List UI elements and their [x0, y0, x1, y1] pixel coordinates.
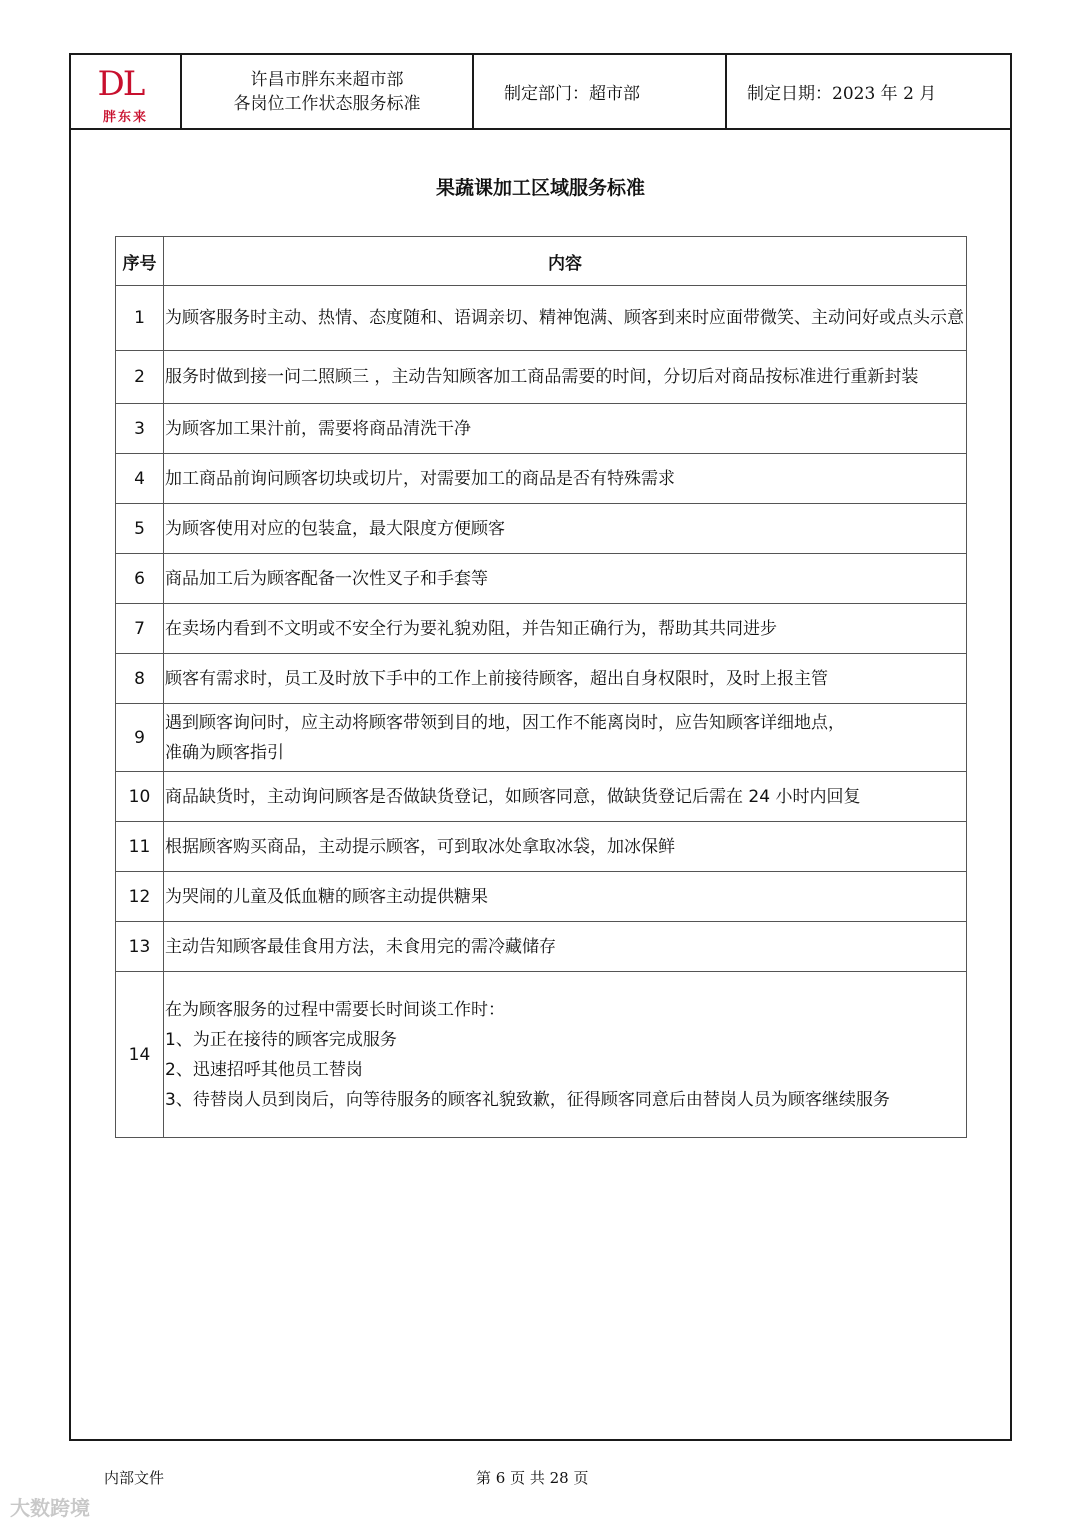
- document-title: 果蔬课加工区域服务标准: [435, 177, 645, 199]
- row-content: 为顾客服务时主动、热情、态度随和、语调亲切、精神饱满、顾客到来时应面带微笑、主动问好或点头示意: [164, 286, 967, 351]
- row-number: 5: [116, 504, 164, 554]
- logo-text: 胖东来: [102, 109, 148, 125]
- company-logo: [94, 62, 158, 125]
- row-number: 1: [116, 286, 164, 351]
- table-row: [116, 554, 967, 604]
- row-content: 服务时做到接一问二照顾三 ，主动告知顾客加工商品需要的时间，分切后对商品按标准进行重新封装: [164, 351, 967, 404]
- row-content: 主动告知顾客最佳食用方法，未食用完的需冷藏储存: [164, 922, 967, 972]
- row-content: 在为顾客服务的过程中需要长时间谈工作时： 1、为正在接待的顾客完成服务 2、迅速招呼其他员工替岗 3、待替岗人员到岗后，向等待服务的顾客礼貌致歉，征得顾客同意后由替岗人员为顾客继续服务: [164, 972, 967, 1138]
- row-number: 2: [116, 351, 164, 404]
- row-number: 12: [116, 872, 164, 922]
- row-content: 商品加工后为顾客配备一次性叉子和手套等: [164, 554, 967, 604]
- table-row: [116, 822, 967, 872]
- header-department-cell: [474, 55, 727, 128]
- logo-cell: [71, 55, 182, 128]
- header-date: 制定日期：2023 年 2 月: [747, 84, 937, 104]
- header-title-cell: [182, 55, 474, 128]
- watermark: 大数跨境: [10, 1496, 90, 1520]
- column-header-content: 内容: [164, 237, 967, 286]
- document-frame: [69, 53, 1012, 1441]
- table-row: [116, 872, 967, 922]
- table-row: [116, 286, 967, 351]
- row-number: 4: [116, 454, 164, 504]
- table-row: [116, 404, 967, 454]
- table-row: [116, 922, 967, 972]
- row-number: 11: [116, 822, 164, 872]
- row-content: 为顾客加工果汁前，需要将商品清洗干净: [164, 404, 967, 454]
- row-number: 9: [116, 704, 164, 772]
- header-title-line2: 各岗位工作状态服务标准: [233, 93, 421, 114]
- table-row: [116, 772, 967, 822]
- row-number: 6: [116, 554, 164, 604]
- table-row: [116, 654, 967, 704]
- table-row: [116, 604, 967, 654]
- table-row: [116, 972, 967, 1138]
- row-number: 14: [116, 972, 164, 1138]
- column-header-number: 序号: [116, 237, 164, 286]
- row-content: 为哭闹的儿童及低血糖的顾客主动提供糖果: [164, 872, 967, 922]
- row-number: 13: [116, 922, 164, 972]
- table-row: [116, 351, 967, 404]
- table-row: [116, 504, 967, 554]
- row-content: 加工商品前询问顾客切块或切片，对需要加工的商品是否有特殊需求: [164, 454, 967, 504]
- table-row: [116, 454, 967, 504]
- logo-letters: DL: [97, 63, 144, 104]
- footer-page-number: 第 6 页 共 28 页: [476, 1469, 589, 1487]
- table-header-row: [116, 237, 967, 286]
- header-date-cell: [727, 55, 1012, 128]
- row-number: 8: [116, 654, 164, 704]
- row-number: 7: [116, 604, 164, 654]
- row-content: 商品缺货时，主动询问顾客是否做缺货登记，如顾客同意，做缺货登记后需在 24 小时内回复: [164, 772, 967, 822]
- standards-table: [115, 236, 967, 1138]
- footer-internal-label: 内部文件: [104, 1469, 165, 1487]
- header-title-line1: 许昌市胖东来超市部: [250, 69, 404, 90]
- document-header: [71, 55, 1010, 130]
- row-content: 顾客有需求时，员工及时放下手中的工作上前接待顾客，超出自身权限时，及时上报主管: [164, 654, 967, 704]
- row-number: 10: [116, 772, 164, 822]
- row-number: 3: [116, 404, 164, 454]
- row-content: 根据顾客购买商品，主动提示顾客，可到取冰处拿取冰袋，加冰保鲜: [164, 822, 967, 872]
- row-content: 在卖场内看到不文明或不安全行为要礼貌劝阻，并告知正确行为，帮助其共同进步: [164, 604, 967, 654]
- header-department: 制定部门：超市部: [504, 84, 640, 104]
- row-content: 为顾客使用对应的包装盒，最大限度方便顾客: [164, 504, 967, 554]
- table-row: [116, 704, 967, 772]
- row-content: 遇到顾客询问时，应主动将顾客带领到目的地，因工作不能离岗时，应告知顾客详细地点， 准确为顾客指引: [164, 704, 967, 772]
